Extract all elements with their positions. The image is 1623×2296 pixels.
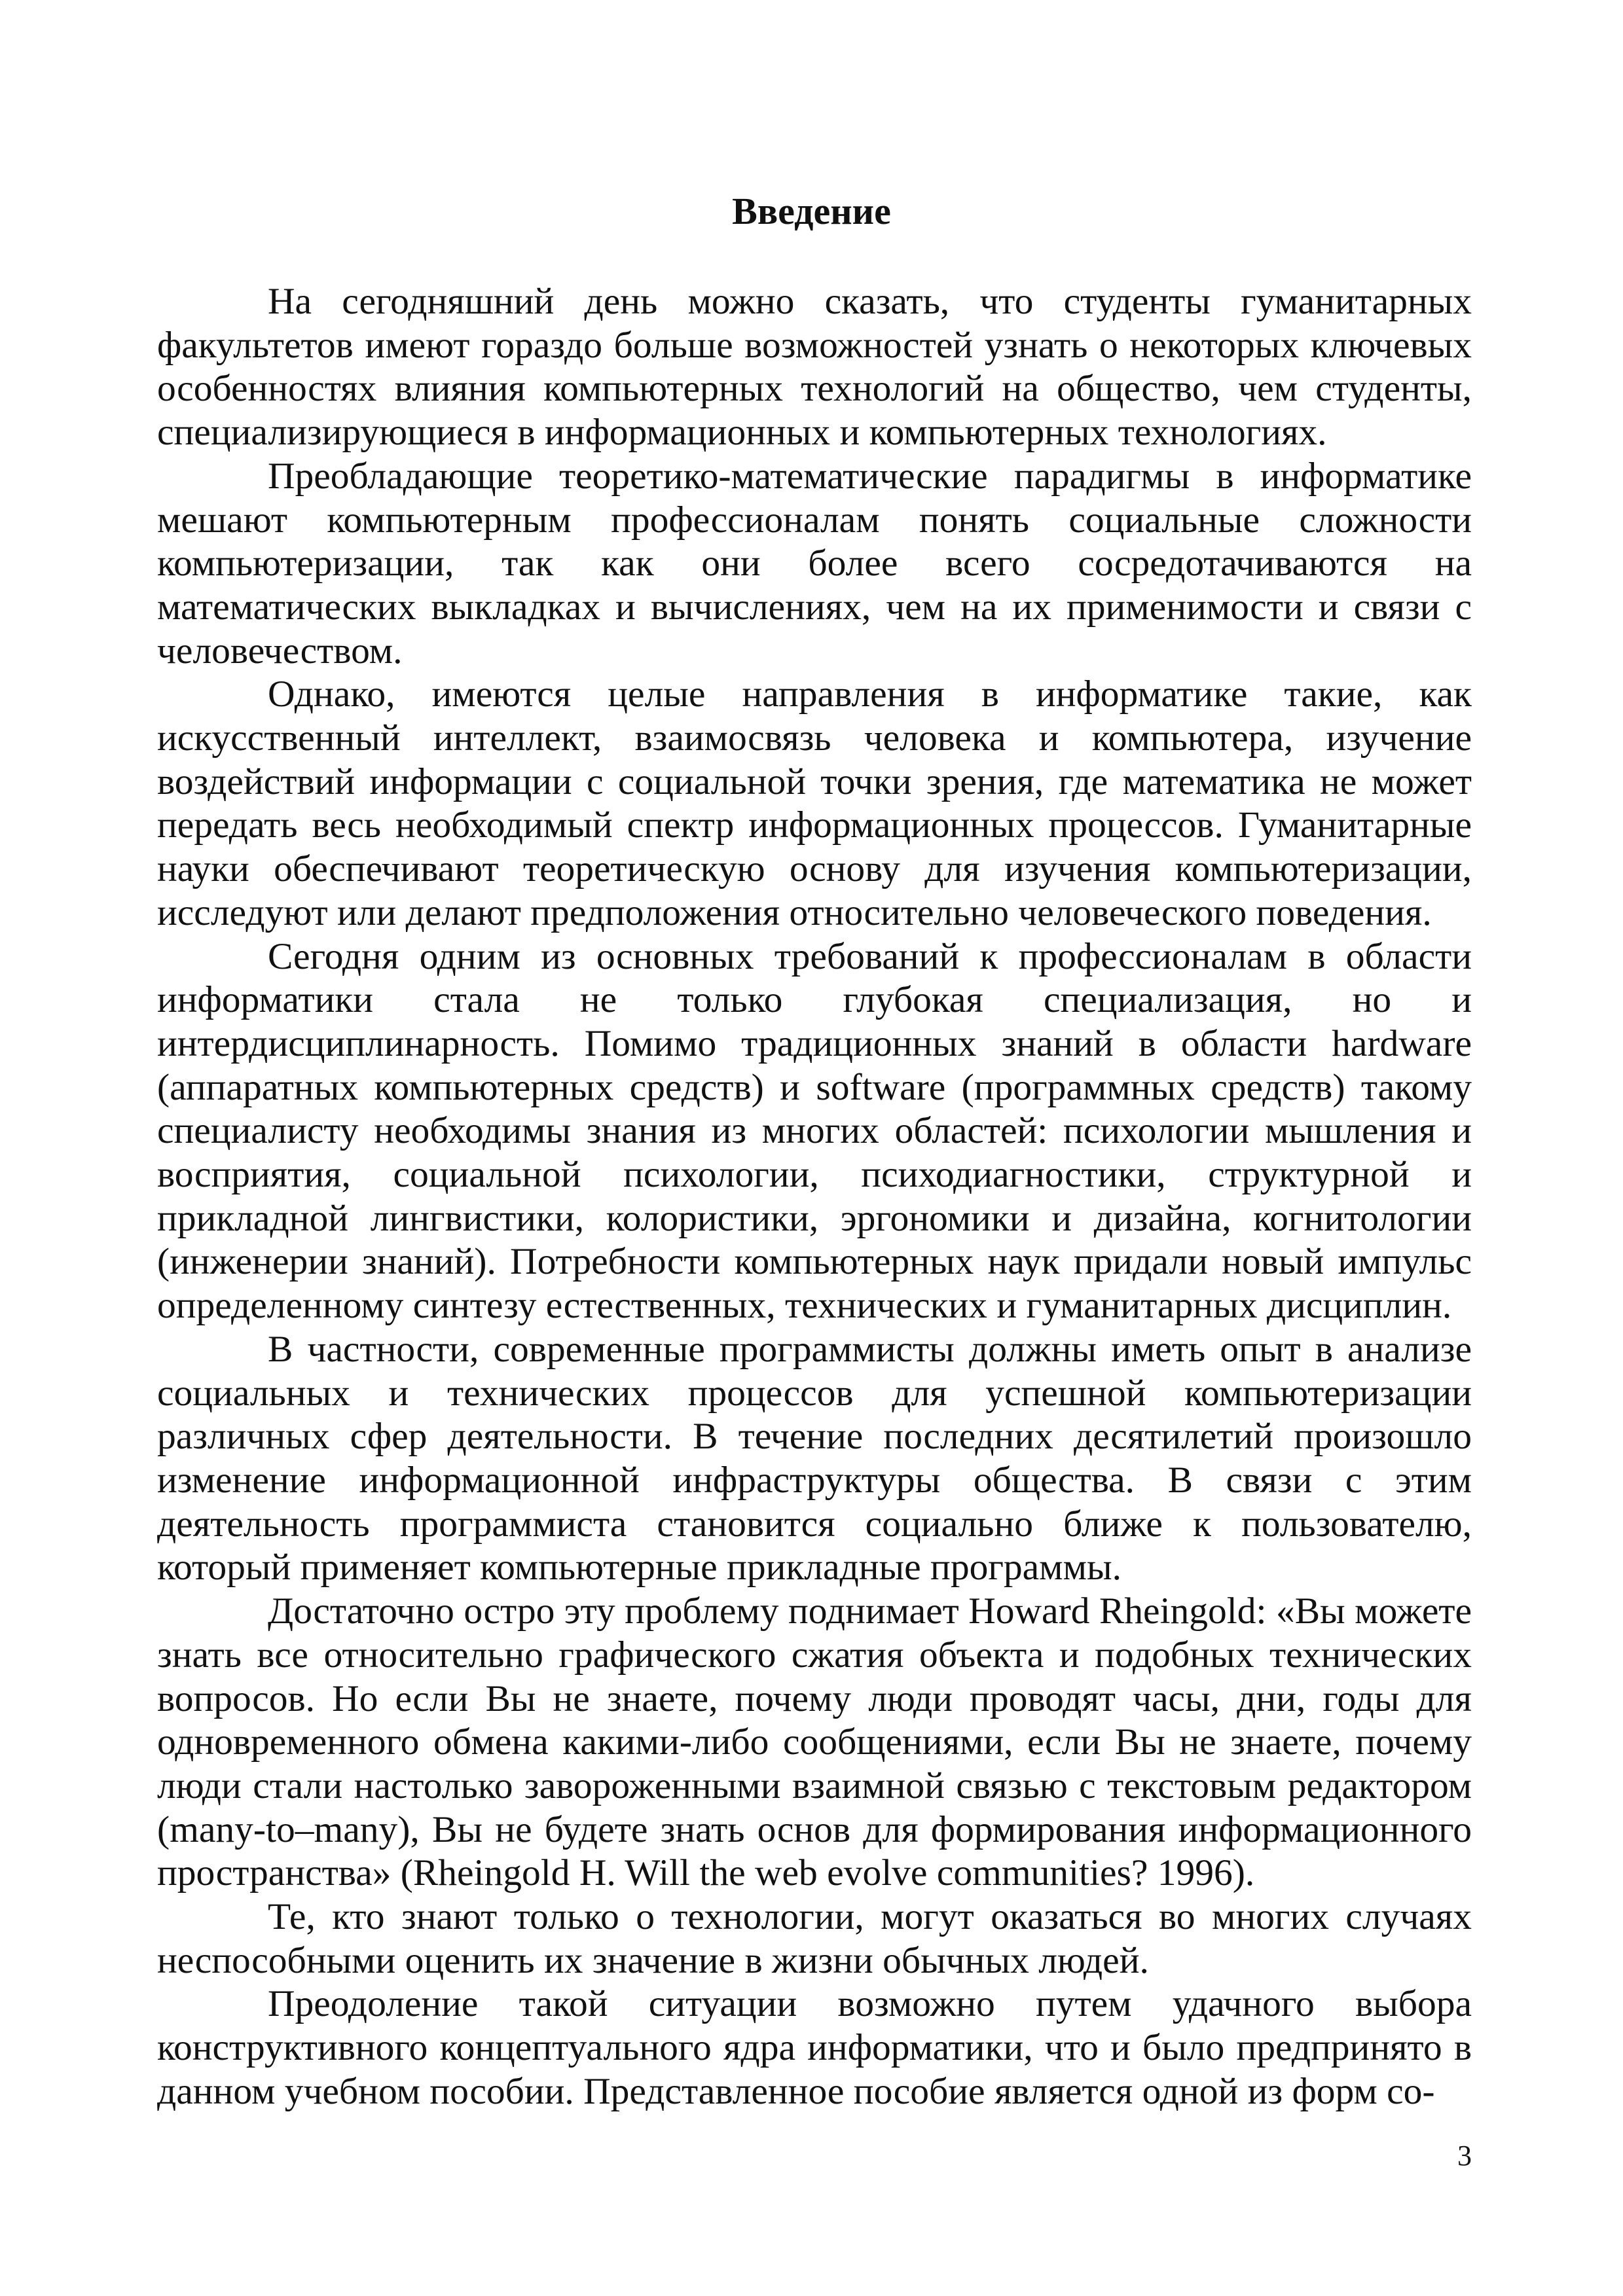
paragraph-2: Преобладающие теоретико-математические парадигмы в информатике мешают компьютерным профессионалам понять социальные сложности компьютеризации, так как они более всего сосредотачиваются на математических выкладках и вычислениях, чем на их применимости и связи с человечеством.: [157, 455, 1472, 672]
paragraph-3: Однако, имеются целые направления в информатике такие, как искусственный интеллект, взаимосвязь человека и компьютера, изучение воздействий информации с социальной точки зрения, где математика не может передать весь необходимый спектр информационных процессов. Гуманитарные науки обеспечивают теоретическую основу для изучения компьютеризации, исследуют или делают предположения относительно человеческого поведения.: [157, 673, 1472, 933]
paragraph-8: Преодоление такой ситуации возможно путем удачного выбора конструктивного концептуального ядра информатики, что и было предпринято в данном учебном пособии. Представленное пособие является одной из форм со-: [157, 1983, 1472, 2112]
paragraph-5: В частности, современные программисты должны иметь опыт в анализе социальных и технических процессов для успешной компьютеризации различных сфер деятельности. В течение последних десятилетий произошло изменение информационной инфраструктуры общества. В связи с этим деятельность программиста становится социально ближе к пользователю, который применяет компьютерные прикладные программы.: [157, 1328, 1472, 1588]
page-title: Введение: [732, 190, 891, 232]
paragraph-6: Достаточно остро эту проблему поднимает Howard Rheingold: «Вы можете знать все относительно графического сжатия объекта и подобных технических вопросов. Но если Вы не знаете, почему люди проводят часы, дни, годы для одновременного обмена какими-либо сообщениями, если Вы не знаете, почему люди стали настолько завороженными взаимной связью с текстовым редактором (many-to–many), Вы не будете знать основ для формирования информационного пространства» (Rheingold H. Will the web evolve communities? 1996).: [157, 1590, 1472, 1894]
body-text: [157, 280, 1472, 2114]
paragraph-1: На сегодняшний день можно сказать, что студенты гуманитарных факультетов имеют гораздо больше возможностей узнать о некоторых ключевых особенностях влияния компьютерных технологий на общество, чем студенты, специализирующиеся в информационных и компьютерных технологиях.: [157, 281, 1472, 454]
paragraph-7: Те, кто знают только о технологии, могут оказаться во многих случаях неспособными оценить их значение в жизни обычных людей.: [157, 1896, 1472, 1981]
page-number: 3: [1457, 2140, 1472, 2172]
paragraph-4: Сегодня одним из основных требований к профессионалам в области информатики стала не только глубокая специализация, но и интердисциплинарность. Помимо традиционных знаний в области hardware (аппаратных компьютерных средств) и software (программных средств) такому специалисту необходимы знания из многих областей: психологии мышления и восприятия, социальной психологии, психодиагностики, структурной и прикладной лингвистики, колористики, эргономики и дизайна, когнитологии (инженерии знаний). Потребности компьютерных наук придали новый импульс определенному синтезу естественных, технических и гуманитарных дисциплин.: [157, 935, 1472, 1327]
